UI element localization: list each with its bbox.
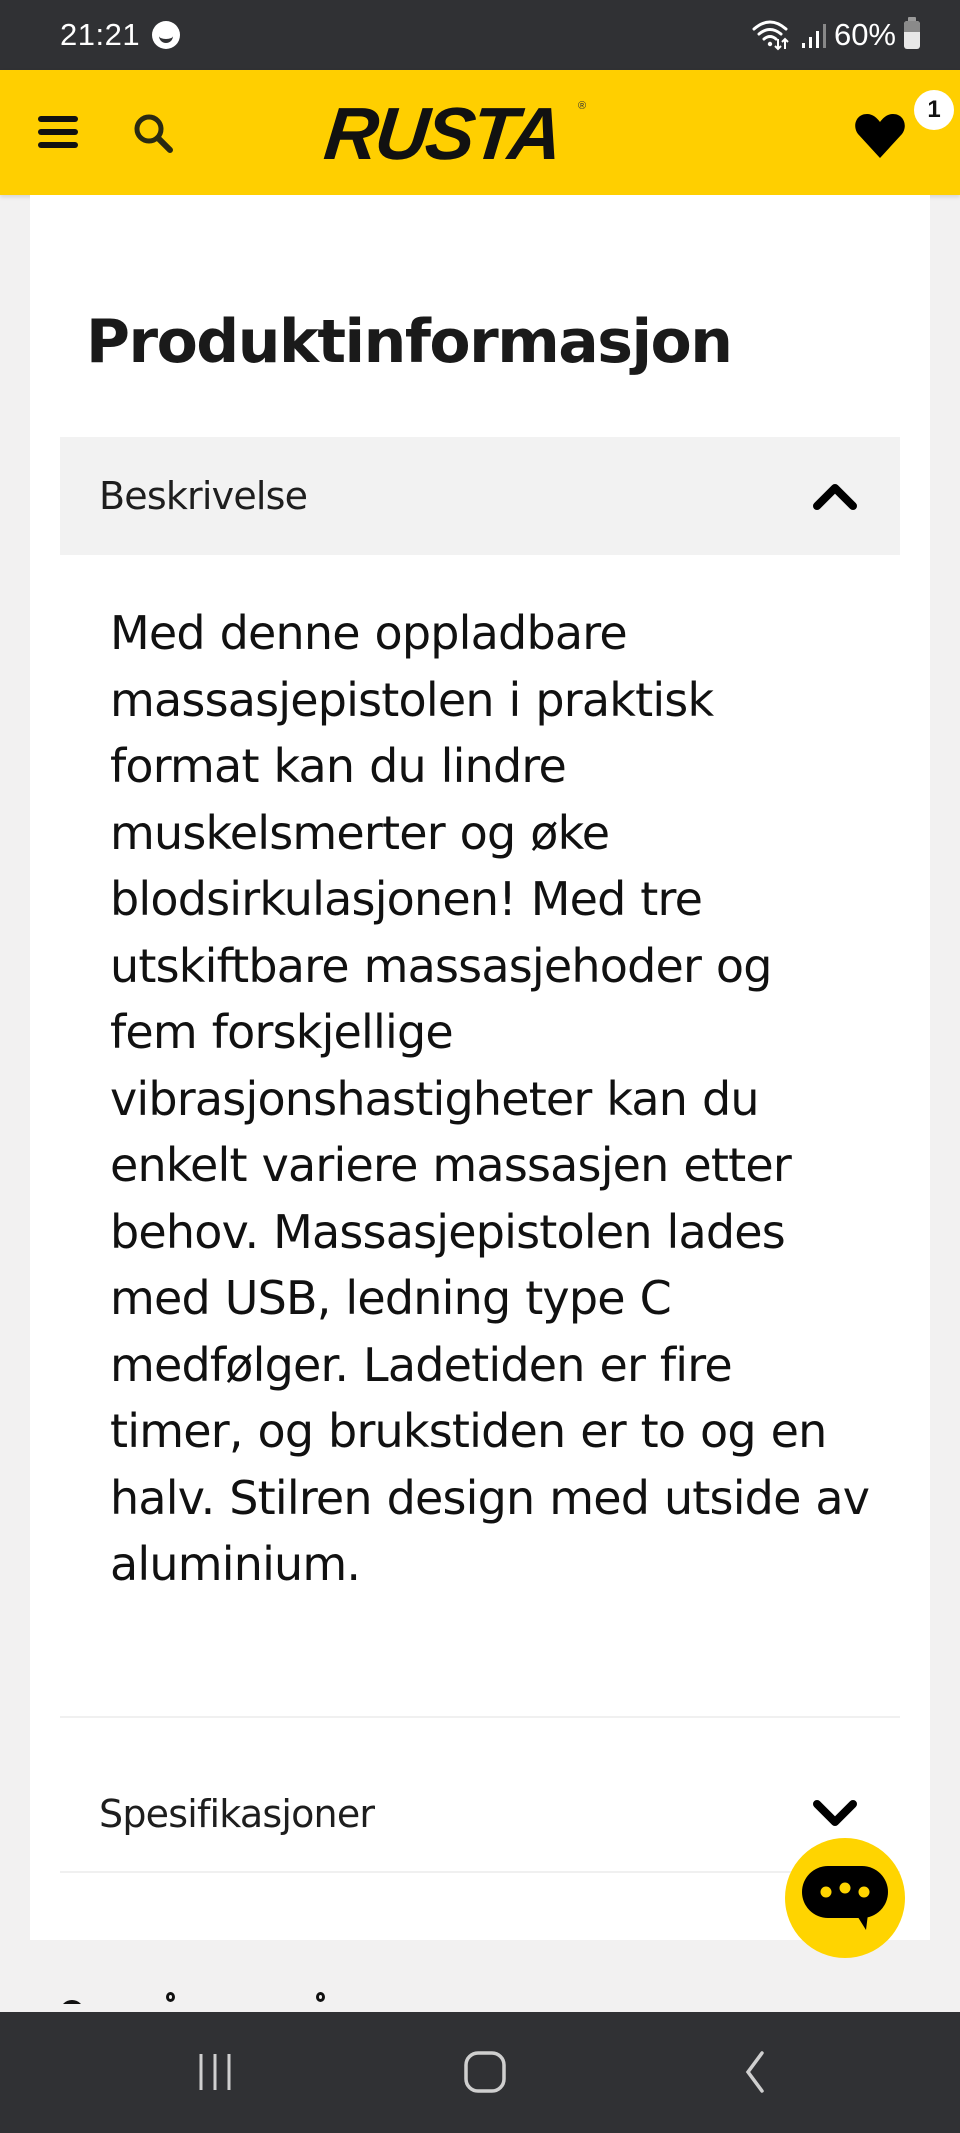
- chevron-up-icon: [810, 478, 860, 514]
- registered-mark: ®: [578, 100, 587, 112]
- wifi-icon: [752, 19, 792, 51]
- search-icon[interactable]: [130, 110, 176, 156]
- home-icon[interactable]: [455, 2042, 515, 2102]
- site-header: [0, 70, 960, 195]
- product-info-card: [30, 195, 930, 1940]
- chat-button[interactable]: [785, 1838, 905, 1958]
- hamburger-menu-icon[interactable]: [38, 116, 82, 150]
- status-right: [752, 17, 920, 53]
- description-text: Med denne oppladbare massasjepistolen i praktisk format kan du lindre muskelsmerter og øke blodsirkulasjonen! Med tre utskiftbare massasjehoder og fem forskjellige vibrasjonshastigheter kan du enkelt variere massasjen etter behov. Massasjepistolen lades med USB, ledning type C medfølger. Ladetiden er fire timer, og brukstiden er to og en halv. Stilren design med utside av aluminium.: [110, 606, 870, 1591]
- accordion-spesifikasjoner[interactable]: [60, 1755, 900, 1873]
- status-bar: [0, 0, 960, 70]
- divider: [60, 1716, 900, 1718]
- wishlist-count-badge: 1: [914, 90, 954, 130]
- status-left: [60, 17, 180, 53]
- battery-percent: 60%: [833, 17, 896, 52]
- accordion-beskrivelse[interactable]: [60, 437, 900, 555]
- accordion-label: Spesifikasjoner: [99, 1792, 375, 1836]
- next-section-heading-fragment: [60, 1988, 380, 2004]
- signal-icon: [800, 21, 826, 49]
- system-nav-bar: [0, 2012, 960, 2133]
- battery-icon: [904, 21, 920, 49]
- page-title: Produktinformasjon: [86, 307, 732, 377]
- chat-bubble-icon: [800, 1860, 890, 1936]
- heart-icon[interactable]: [852, 108, 908, 164]
- back-icon[interactable]: [725, 2042, 785, 2102]
- status-time: 21:21: [60, 17, 141, 52]
- divider: [60, 1871, 900, 1873]
- accordion-label: Beskrivelse: [99, 474, 308, 518]
- recent-apps-icon[interactable]: [185, 2042, 245, 2102]
- rusta-logo[interactable]: RUSTA: [320, 92, 564, 175]
- chevron-down-icon: [810, 1796, 860, 1832]
- app-notification-icon: [152, 21, 180, 49]
